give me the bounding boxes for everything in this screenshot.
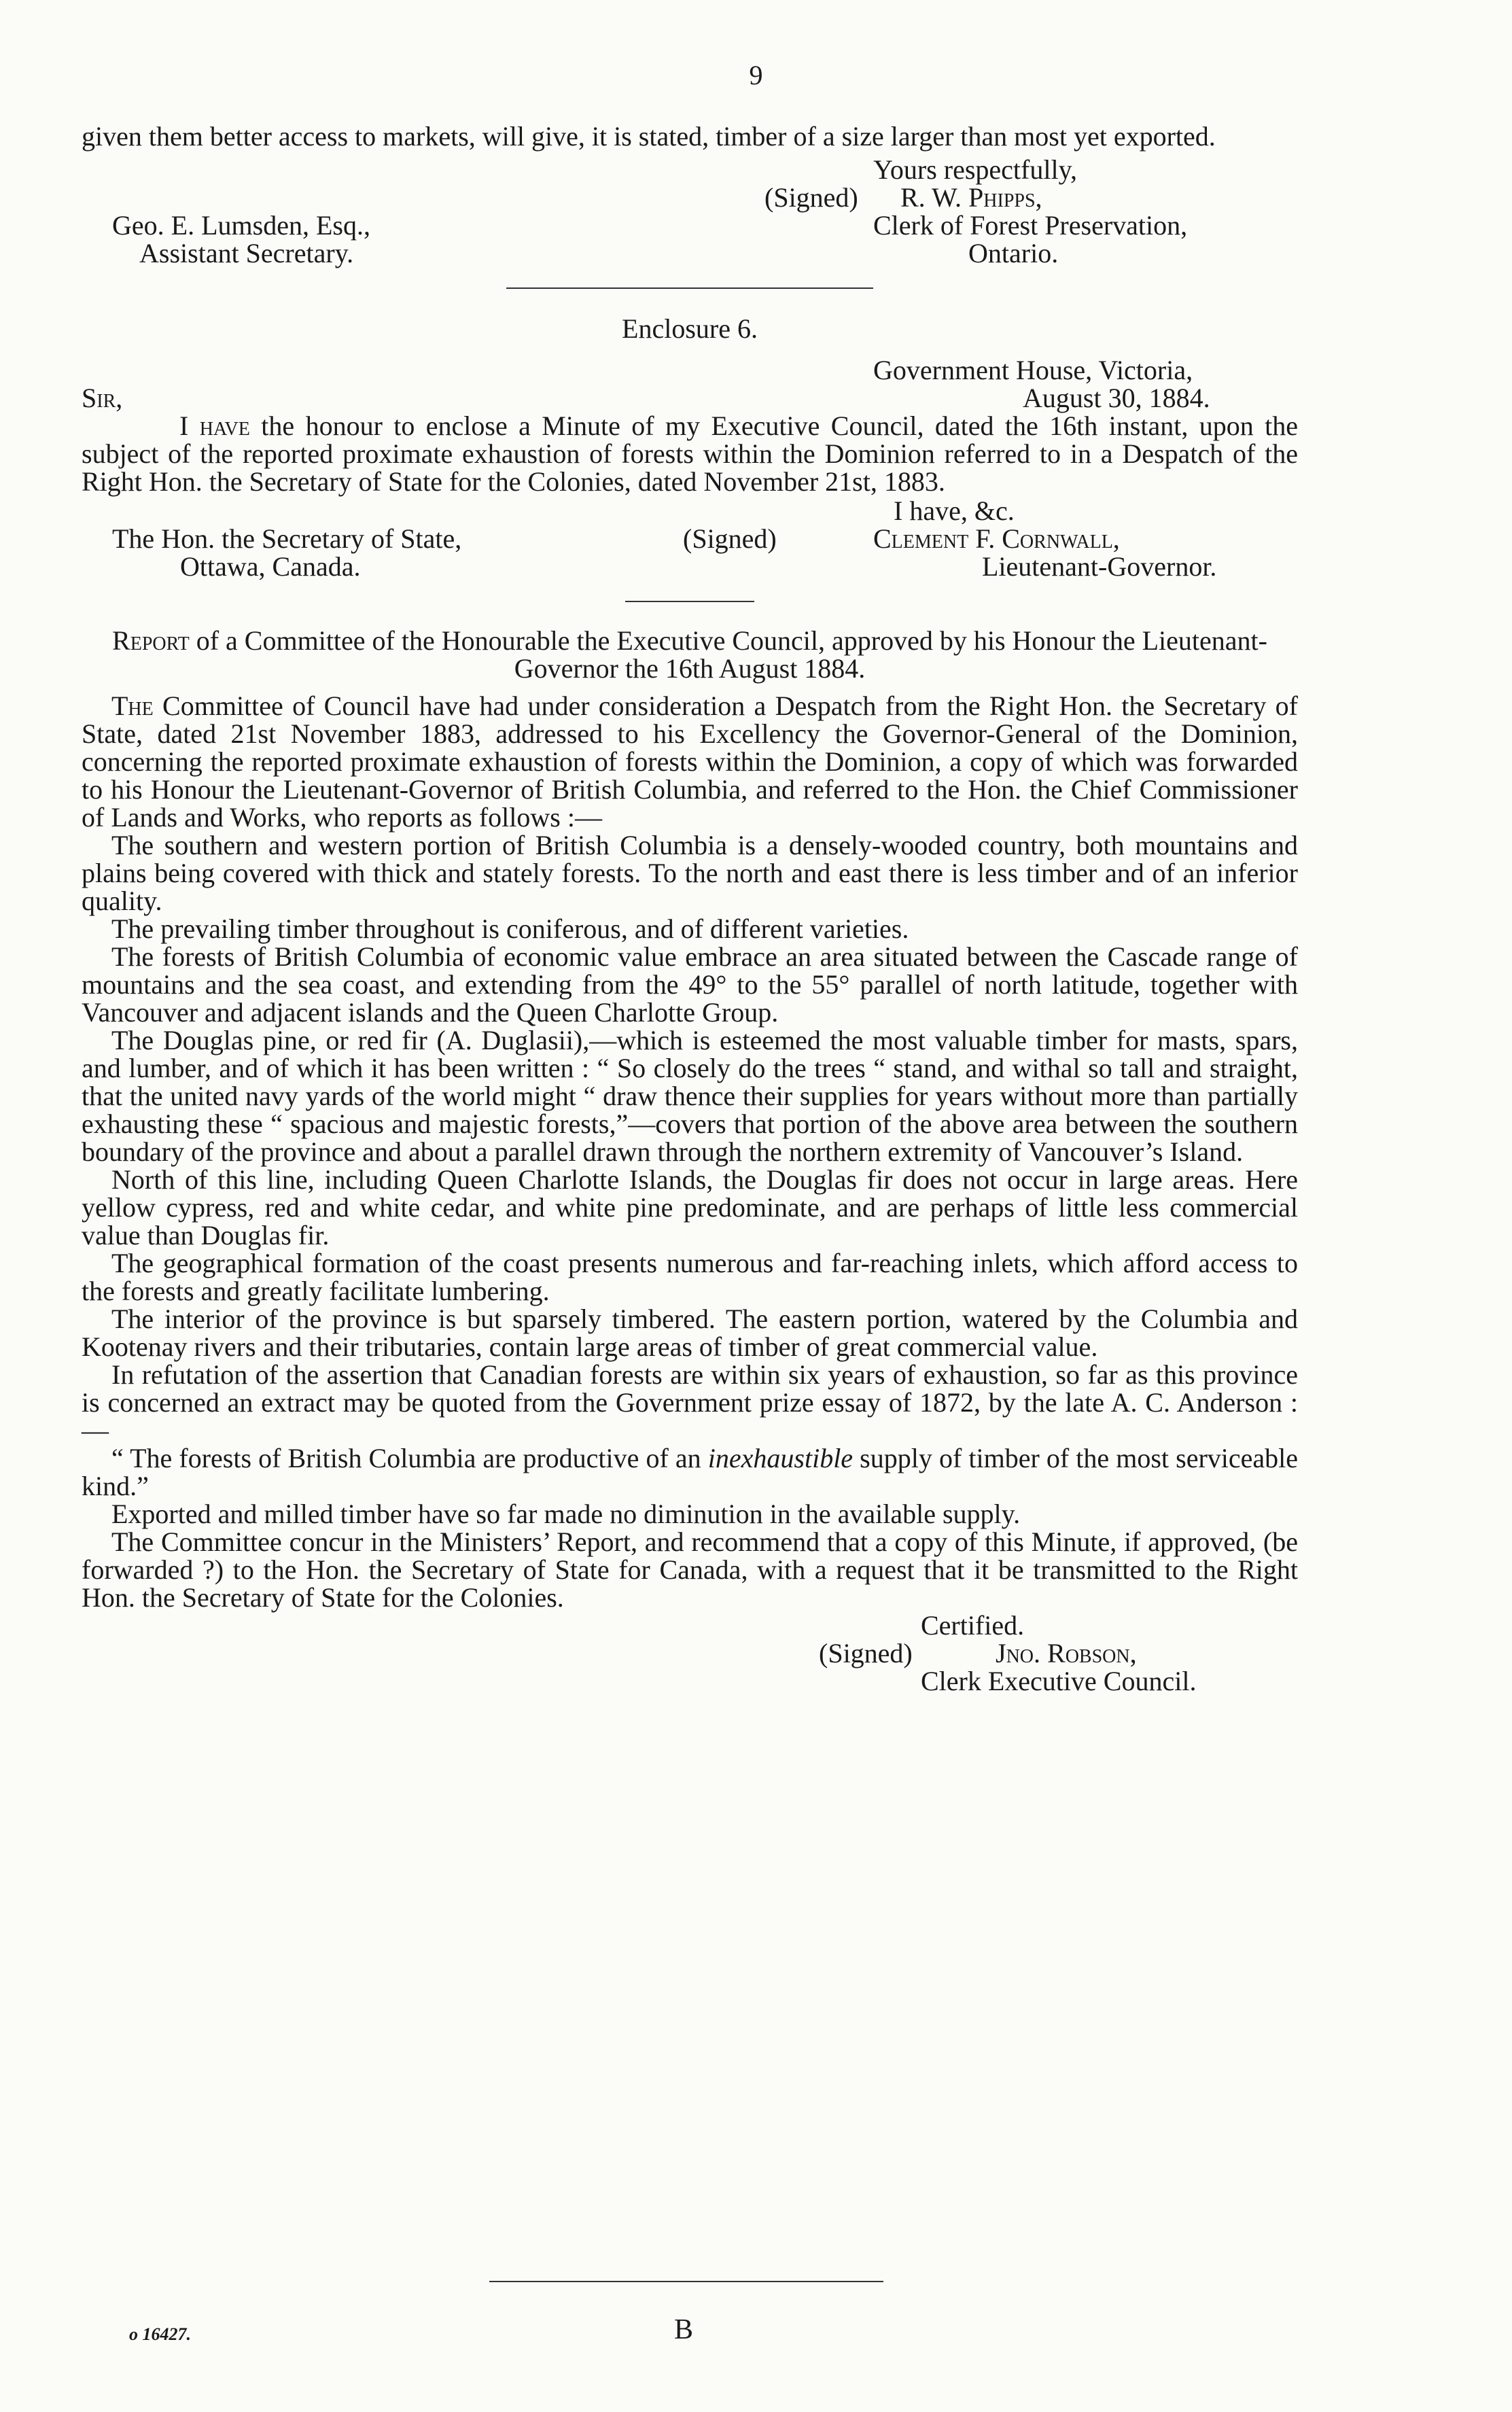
section-divider xyxy=(625,601,754,602)
letter-signature-row xyxy=(82,183,1298,211)
enclosure-date-row xyxy=(82,384,1298,412)
report-paragraph: In refutation of the assertion that Canadian forests are within six years of exhaustion, so far as this province is concerned an extract may be quoted from the Government prize essay of 1872, by the late A. C. Anderson :— xyxy=(82,1359,1298,1446)
enclosure-date: August 30, 1884. xyxy=(1023,383,1210,413)
page-content xyxy=(82,122,1298,1695)
enclosure-body-lead: I have xyxy=(179,410,250,441)
report-paragraph: Exported and milled timber have so far made no diminution in the available supply. xyxy=(111,1499,1021,1529)
enclosure-salutation: Sir, xyxy=(82,383,123,413)
enclosure-recipient: The Hon. the Secretary of State, xyxy=(112,523,462,554)
report-heading xyxy=(82,627,1298,682)
report-signed-label: (Signed) xyxy=(819,1638,913,1668)
signature-mark: B xyxy=(674,2314,694,2345)
report-p1-lead: The xyxy=(111,691,154,721)
letter-recipient: Geo. E. Lumsden, Esq., xyxy=(112,210,370,241)
enclosure-title-row xyxy=(82,553,1298,580)
letter-continuation: given them better access to markets, will give, it is stated, timber of a size larger than most yet exported. xyxy=(82,121,1216,152)
enclosure-signed-label: (Signed) xyxy=(683,523,777,554)
page-number: 9 xyxy=(749,60,763,90)
report-paragraph: The Douglas pine, or red fir (A. Duglasii),—which is esteemed the most valuable timber for masts, spars, and lumber, and of which it has been written : “ So closely do the trees “ stand, and withal so tall and straight, that the united navy yards of the world might “ draw thence their supplies for years without more than partially exhausting these “ spacious and majestic forests,”—covers that portion of the above area between the southern boundary of the province and about a parallel drawn through the northern extremity of Vancouver’s Island. xyxy=(82,1025,1298,1167)
letter-signer-place: Ontario. xyxy=(968,238,1059,268)
letter-closing-row xyxy=(82,156,1298,183)
page-footer xyxy=(0,2314,1512,2361)
report-paragraph: The Committee concur in the Ministers’ Report, and recommend that a copy of this Minute, if approved, (be forwarded ?) to the Hon. the Secretary of State for Canada, with a request that it be transmitted to the Right Hon. the Secretary of State for the Colonies. xyxy=(82,1526,1298,1613)
enclosure-heading: Enclosure 6. xyxy=(622,313,758,344)
report-paragraph: The interior of the province is but sparsely timbered. The eastern portion, watered by the Columbia and Kootenay rivers and their tributaries, contain large areas of timber of great commercial value. xyxy=(82,1304,1298,1362)
letter-signer: R. W. Phipps, xyxy=(900,182,1042,213)
report-quote-a: “ The forests of British Columbia are productive of an xyxy=(111,1443,701,1473)
report-signature-row xyxy=(82,1639,1298,1667)
print-code: o 16427. xyxy=(129,2324,191,2344)
letter-signer-title: Clerk of Forest Preservation, xyxy=(873,210,1188,241)
enclosure-body-text: the honour to enclose a Minute of my Executive Council, dated the 16th instant, upon the subject of the reported proximate exhaustion of forests within the Dominion referred to in a Despatch of the Right Hon. the Secretary of State for the Colonies, dated November 21st, 1883. xyxy=(82,410,1299,497)
report-signer: Jno. Robson, xyxy=(996,1638,1137,1668)
enclosure-signer: Clement F. Cornwall, xyxy=(873,523,1120,554)
enclosure-body xyxy=(82,412,1298,495)
footer-rule xyxy=(489,2281,883,2282)
letter-closing: Yours respectfully, xyxy=(873,154,1077,185)
report-heading-text: of a Committee of the Honourable the Executive Council, approved by his Honour the Lieutenant-Governor the 16th August 1884. xyxy=(196,625,1267,684)
report-quote xyxy=(82,1444,1298,1500)
section-divider xyxy=(506,287,873,289)
report-paragraph: The forests of British Columbia of economic value embrace an area situated between the Cascade range of mountains and the sea coast, and extending from the 49° to the 55° parallel of north latitude, together with Vancouver and adjacent islands and the Queen Charlotte Group. xyxy=(82,941,1298,1028)
report-quote-b: supply of timber of the most serviceable kind.” xyxy=(82,1443,1299,1501)
letter-recipient-title: Assistant Secretary. xyxy=(139,238,354,268)
report-certified-row xyxy=(82,1611,1298,1639)
report-p1-text: Committee of Council have had under consideration a Despatch from the Right Hon. the Secretary of State, dated 21st November 1883, addressed to his Excellency the Governor-General of the Dominion, concerning the reported proximate exhaustion of forests within the Dominion, a copy of which was forwarded to his Honour the Lieutenant-Governor of British Columbia, and referred to the Hon. the Chief Commissioner of Lands and Works, who reports as follows :— xyxy=(82,691,1298,833)
letter-signed-label: (Signed) xyxy=(764,182,858,213)
enclosure-signer-title: Lieutenant-Governor. xyxy=(982,551,1217,582)
letter-title-row-2 xyxy=(82,239,1298,267)
report-paragraph: North of this line, including Queen Charlotte Islands, the Douglas fir does not occur in large areas. Here yellow cypress, red and white cedar, and white pine predominate, and are perhaps of little less commercial value than Douglas fir. xyxy=(82,1164,1298,1251)
report-paragraph xyxy=(82,692,1298,831)
enclosure-signature-row xyxy=(82,525,1298,553)
report-paragraph: The geographical formation of the coast presents numerous and far-reaching inlets, which afford access to the forests and greatly facilitate lumbering. xyxy=(82,1248,1298,1306)
enclosure-address: Government House, Victoria, xyxy=(873,355,1193,385)
report-certified: Certified. xyxy=(921,1610,1025,1641)
enclosure-recipient-place: Ottawa, Canada. xyxy=(180,551,361,582)
report-signer-title: Clerk Executive Council. xyxy=(921,1666,1197,1696)
report-title-row xyxy=(82,1667,1298,1695)
report-paragraph: The southern and western portion of British Columbia is a densely-wooded country, both mountains and plains being covered with thick and stately forests. To the north and east there is less timber and of an inferior quality. xyxy=(82,830,1298,916)
report-quote-emphasis: inexhaustible xyxy=(707,1443,854,1473)
enclosure-closing: I have, &c. xyxy=(894,495,1015,526)
enclosure-address-row xyxy=(82,356,1298,384)
letter-title-row xyxy=(82,211,1298,239)
report-heading-lead: Report xyxy=(112,625,190,656)
report-paragraph: The prevailing timber throughout is coniferous, and of different varieties. xyxy=(111,913,909,944)
enclosure-closing-row xyxy=(82,497,1298,525)
